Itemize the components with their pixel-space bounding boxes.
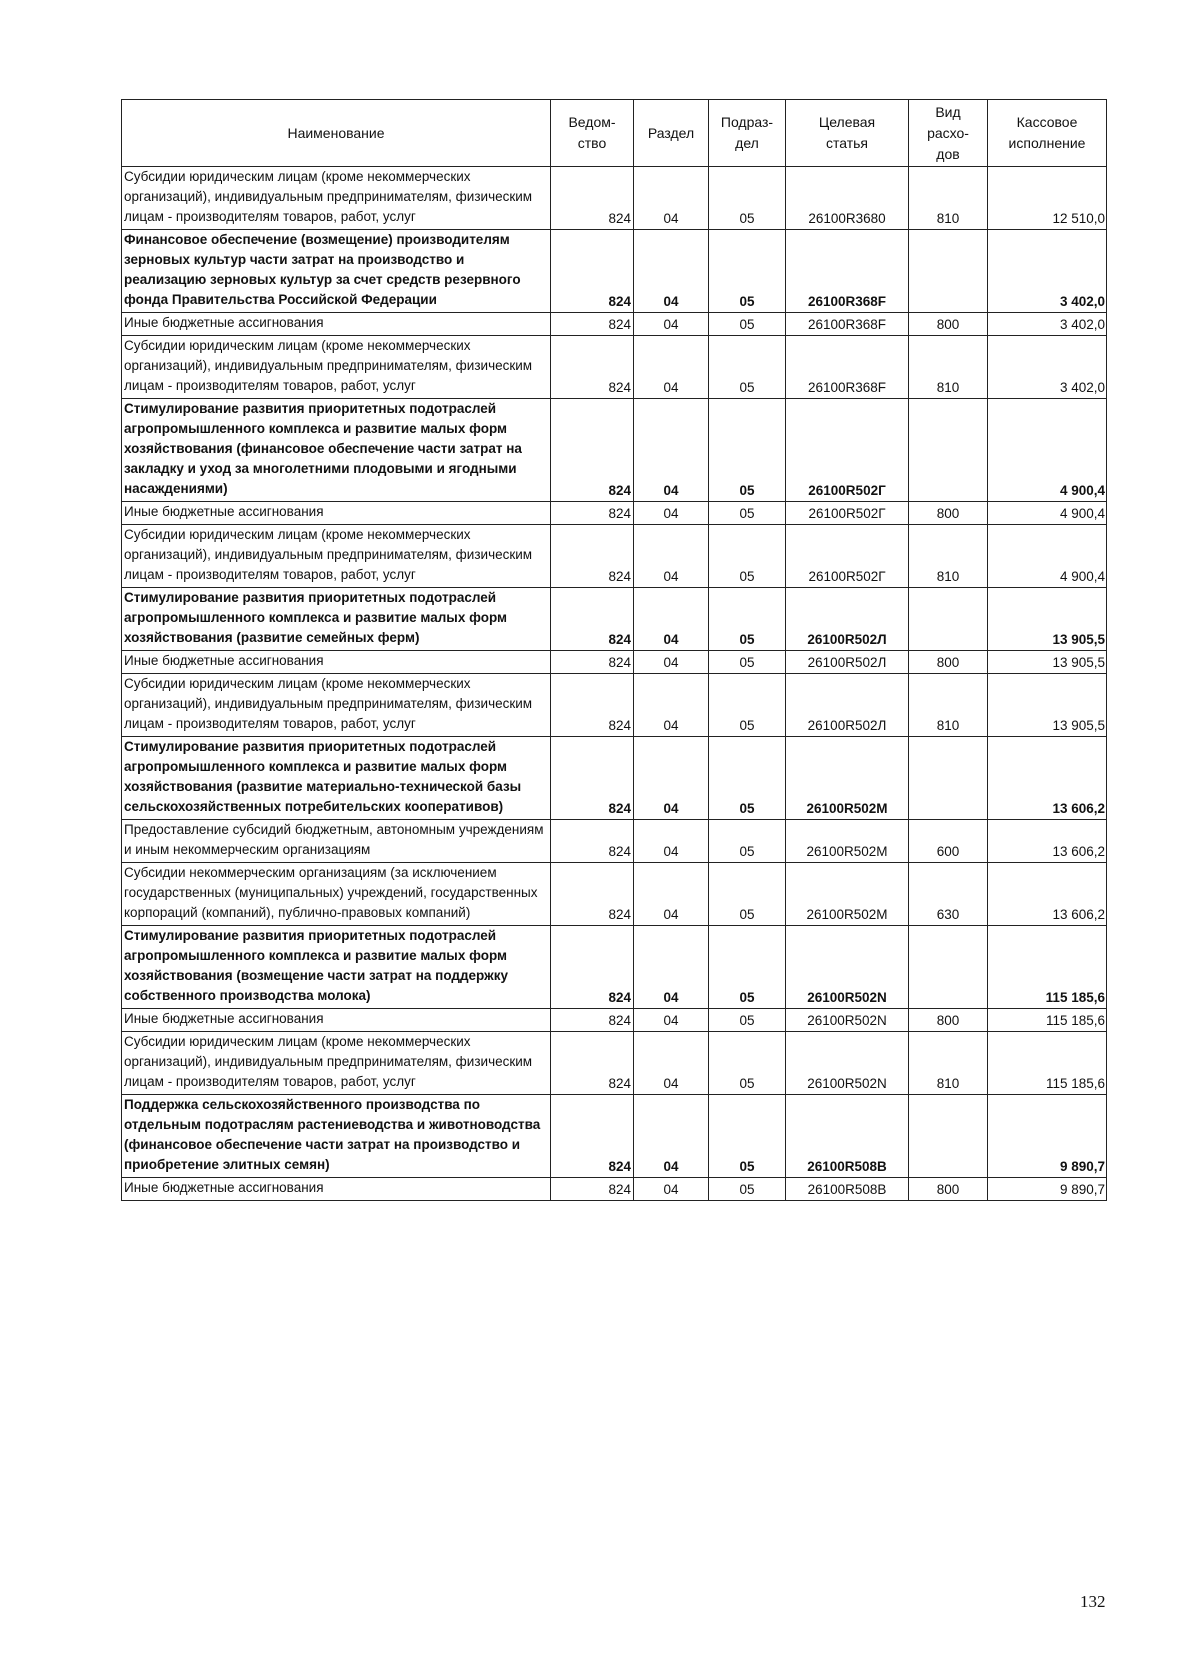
row-dept-cell: 824 (551, 502, 634, 525)
row-subsection-cell: 05 (709, 1095, 786, 1178)
row-amount-cell: 115 185,6 (988, 926, 1107, 1009)
header-name: Наименование (122, 100, 551, 167)
row-section-cell: 04 (634, 651, 709, 674)
table-row (122, 336, 1107, 399)
row-dept-cell: 824 (551, 1032, 634, 1095)
row-article-cell: 26100R368F (786, 336, 909, 399)
row-dept-cell: 824 (551, 863, 634, 926)
row-dept-cell: 824 (551, 313, 634, 336)
row-section-cell: 04 (634, 167, 709, 230)
row-exp-type-cell: 800 (909, 313, 988, 336)
table-row (122, 651, 1107, 674)
row-exp-type-cell (909, 1095, 988, 1178)
table-row (122, 820, 1107, 863)
header-article: Целевая статья (786, 100, 909, 167)
row-exp-type-cell: 800 (909, 502, 988, 525)
row-exp-type-cell (909, 926, 988, 1009)
row-subsection-cell: 05 (709, 399, 786, 502)
row-amount-cell: 4 900,4 (988, 399, 1107, 502)
row-subsection-cell: 05 (709, 926, 786, 1009)
row-section-cell: 04 (634, 336, 709, 399)
row-article-cell: 26100R502Л (786, 588, 909, 651)
table-row (122, 1178, 1107, 1201)
row-dept-cell: 824 (551, 926, 634, 1009)
row-section-cell: 04 (634, 1032, 709, 1095)
row-article-cell: 26100R368F (786, 230, 909, 313)
row-name-cell: Финансовое обеспечение (возмещение) производителям зерновых культур части затрат на производство и реализацию зерновых культур за счет средств резервного фонда Правительства Российской Федерации (122, 230, 551, 313)
row-section-cell: 04 (634, 588, 709, 651)
row-name-cell: Стимулирование развития приоритетных подотраслей агропромышленного комплекса и развитие малых форм хозяйствования (возмещение части затрат на поддержку собственного производства молока) (122, 926, 551, 1009)
row-subsection-cell: 05 (709, 737, 786, 820)
row-subsection-cell: 05 (709, 1178, 786, 1201)
row-name-cell: Иные бюджетные ассигнования (122, 313, 551, 336)
header-row (122, 100, 1107, 167)
row-dept-cell: 824 (551, 737, 634, 820)
row-name-cell: Поддержка сельскохозяйственного производства по отдельным подотраслям растениеводства и животноводства (финансовое обеспечение части затрат на производство и приобретение элитных семян) (122, 1095, 551, 1178)
row-name-cell: Стимулирование развития приоритетных подотраслей агропромышленного комплекса и развитие малых форм хозяйствования (развитие семейных ферм) (122, 588, 551, 651)
row-subsection-cell: 05 (709, 525, 786, 588)
table-row (122, 863, 1107, 926)
row-amount-cell: 9 890,7 (988, 1178, 1107, 1201)
row-amount-cell: 4 900,4 (988, 502, 1107, 525)
row-exp-type-cell: 810 (909, 674, 988, 737)
row-amount-cell: 12 510,0 (988, 167, 1107, 230)
row-dept-cell: 824 (551, 1009, 634, 1032)
row-name-cell: Иные бюджетные ассигнования (122, 651, 551, 674)
row-name-cell: Иные бюджетные ассигнования (122, 1178, 551, 1201)
row-article-cell: 26100R502Л (786, 651, 909, 674)
row-section-cell: 04 (634, 737, 709, 820)
table-body (122, 167, 1107, 1201)
row-subsection-cell: 05 (709, 651, 786, 674)
row-section-cell: 04 (634, 399, 709, 502)
row-subsection-cell: 05 (709, 588, 786, 651)
header-exp-type: Вид расхо- дов (909, 100, 988, 167)
row-amount-cell: 115 185,6 (988, 1032, 1107, 1095)
row-article-cell: 26100R502N (786, 1009, 909, 1032)
row-name-cell: Субсидии юридическим лицам (кроме некоммерческих организаций), индивидуальным предпринимателям, физическим лицам - производителям товаров, работ, услуг (122, 525, 551, 588)
row-amount-cell: 3 402,0 (988, 313, 1107, 336)
row-exp-type-cell: 810 (909, 1032, 988, 1095)
table-row (122, 313, 1107, 336)
row-name-cell: Субсидии юридическим лицам (кроме некоммерческих организаций), индивидуальным предпринимателям, физическим лицам - производителям товаров, работ, услуг (122, 674, 551, 737)
row-name-cell: Иные бюджетные ассигнования (122, 502, 551, 525)
row-article-cell: 26100R508B (786, 1178, 909, 1201)
row-subsection-cell: 05 (709, 674, 786, 737)
row-article-cell: 26100R502Г (786, 525, 909, 588)
row-article-cell: 26100R502Г (786, 399, 909, 502)
row-subsection-cell: 05 (709, 1032, 786, 1095)
row-name-cell: Стимулирование развития приоритетных подотраслей агропромышленного комплекса и развитие малых форм хозяйствования (финансовое обеспечение части затрат на закладку и уход за многолетними плодовыми и ягодными насаждениями) (122, 399, 551, 502)
table-row (122, 926, 1107, 1009)
row-article-cell: 26100R368F (786, 313, 909, 336)
row-exp-type-cell: 810 (909, 525, 988, 588)
row-section-cell: 04 (634, 1178, 709, 1201)
row-name-cell: Субсидии юридическим лицам (кроме некоммерческих организаций), индивидуальным предпринимателям, физическим лицам - производителям товаров, работ, услуг (122, 167, 551, 230)
row-section-cell: 04 (634, 926, 709, 1009)
row-section-cell: 04 (634, 502, 709, 525)
header-section: Раздел (634, 100, 709, 167)
row-subsection-cell: 05 (709, 336, 786, 399)
row-exp-type-cell: 630 (909, 863, 988, 926)
row-exp-type-cell: 800 (909, 1178, 988, 1201)
table-row (122, 674, 1107, 737)
row-article-cell: 26100R502Г (786, 502, 909, 525)
row-section-cell: 04 (634, 1095, 709, 1178)
row-amount-cell: 13 606,2 (988, 737, 1107, 820)
row-article-cell: 26100R502N (786, 1032, 909, 1095)
page-number: 132 (1080, 1592, 1106, 1611)
table-row (122, 230, 1107, 313)
row-section-cell: 04 (634, 863, 709, 926)
table-header (122, 100, 1107, 167)
row-section-cell: 04 (634, 525, 709, 588)
row-subsection-cell: 05 (709, 230, 786, 313)
table-row (122, 167, 1107, 230)
table-row (122, 1095, 1107, 1178)
row-exp-type-cell (909, 588, 988, 651)
row-exp-type-cell: 800 (909, 651, 988, 674)
row-name-cell: Стимулирование развития приоритетных подотраслей агропромышленного комплекса и развитие малых форм хозяйствования (развитие материально-технической базы сельскохозяйственных потребительских кооперативов) (122, 737, 551, 820)
header-amount: Кассовое исполнение (988, 100, 1107, 167)
row-article-cell: 26100R502M (786, 737, 909, 820)
row-amount-cell: 13 606,2 (988, 820, 1107, 863)
row-section-cell: 04 (634, 313, 709, 336)
row-exp-type-cell (909, 737, 988, 820)
table-row (122, 502, 1107, 525)
row-section-cell: 04 (634, 230, 709, 313)
row-amount-cell: 4 900,4 (988, 525, 1107, 588)
row-exp-type-cell: 800 (909, 1009, 988, 1032)
row-article-cell: 26100R502Л (786, 674, 909, 737)
budget-table (121, 99, 1107, 1201)
row-dept-cell: 824 (551, 230, 634, 313)
row-dept-cell: 824 (551, 336, 634, 399)
row-subsection-cell: 05 (709, 502, 786, 525)
row-dept-cell: 824 (551, 674, 634, 737)
row-dept-cell: 824 (551, 588, 634, 651)
row-name-cell: Предоставление субсидий бюджетным, автономным учреждениям и иным некоммерческим организациям (122, 820, 551, 863)
row-exp-type-cell: 810 (909, 336, 988, 399)
row-dept-cell: 824 (551, 651, 634, 674)
row-dept-cell: 824 (551, 167, 634, 230)
row-name-cell: Субсидии юридическим лицам (кроме некоммерческих организаций), индивидуальным предпринимателям, физическим лицам - производителям товаров, работ, услуг (122, 1032, 551, 1095)
table-row (122, 1032, 1107, 1095)
row-section-cell: 04 (634, 674, 709, 737)
row-section-cell: 04 (634, 1009, 709, 1032)
row-subsection-cell: 05 (709, 167, 786, 230)
row-subsection-cell: 05 (709, 313, 786, 336)
row-article-cell: 26100R3680 (786, 167, 909, 230)
row-amount-cell: 3 402,0 (988, 336, 1107, 399)
row-amount-cell: 9 890,7 (988, 1095, 1107, 1178)
row-exp-type-cell: 810 (909, 167, 988, 230)
table-row (122, 399, 1107, 502)
table-row (122, 1009, 1107, 1032)
row-amount-cell: 13 606,2 (988, 863, 1107, 926)
table-row (122, 737, 1107, 820)
header-subsection: Подраз- дел (709, 100, 786, 167)
row-dept-cell: 824 (551, 525, 634, 588)
row-dept-cell: 824 (551, 1095, 634, 1178)
row-name-cell: Иные бюджетные ассигнования (122, 1009, 551, 1032)
row-dept-cell: 824 (551, 399, 634, 502)
row-amount-cell: 3 402,0 (988, 230, 1107, 313)
row-amount-cell: 115 185,6 (988, 1009, 1107, 1032)
row-name-cell: Субсидии некоммерческим организациям (за исключением государственных (муниципальных) учреждений, государственных корпораций (компаний), публично-правовых компаний) (122, 863, 551, 926)
row-subsection-cell: 05 (709, 820, 786, 863)
header-dept: Ведом- ство (551, 100, 634, 167)
row-amount-cell: 13 905,5 (988, 588, 1107, 651)
row-article-cell: 26100R508B (786, 1095, 909, 1178)
row-exp-type-cell: 600 (909, 820, 988, 863)
row-article-cell: 26100R502N (786, 926, 909, 1009)
row-amount-cell: 13 905,5 (988, 651, 1107, 674)
row-article-cell: 26100R502M (786, 820, 909, 863)
table-row (122, 588, 1107, 651)
row-exp-type-cell (909, 399, 988, 502)
row-amount-cell: 13 905,5 (988, 674, 1107, 737)
row-exp-type-cell (909, 230, 988, 313)
row-dept-cell: 824 (551, 1178, 634, 1201)
row-dept-cell: 824 (551, 820, 634, 863)
row-name-cell: Субсидии юридическим лицам (кроме некоммерческих организаций), индивидуальным предпринимателям, физическим лицам - производителям товаров, работ, услуг (122, 336, 551, 399)
row-article-cell: 26100R502M (786, 863, 909, 926)
table-row (122, 525, 1107, 588)
row-section-cell: 04 (634, 820, 709, 863)
row-subsection-cell: 05 (709, 863, 786, 926)
row-subsection-cell: 05 (709, 1009, 786, 1032)
